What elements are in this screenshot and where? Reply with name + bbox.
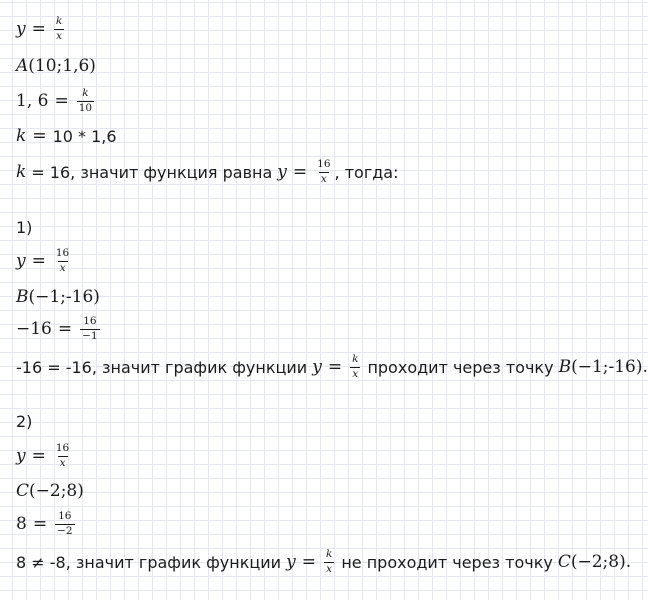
denominator: x [326, 562, 333, 575]
point-c [16, 476, 84, 506]
fraction [80, 316, 99, 342]
var-k: k [16, 126, 27, 146]
numerator: 16 [317, 157, 331, 170]
conclusion-k [16, 157, 398, 187]
point-letter: B [558, 357, 572, 377]
text: = 16, значит функция равна [31, 162, 273, 182]
formula-substitution-b [16, 314, 102, 344]
lhs: 8 [16, 514, 27, 534]
fraction [315, 159, 332, 185]
formula-y-equals-16-over-x [16, 246, 73, 276]
numerator: 16 [55, 441, 70, 454]
lhs: 1, 6 [16, 91, 49, 111]
denominator: −1 [82, 329, 98, 342]
var-y: y [16, 251, 26, 271]
text: 8 ≠ -8, значит график функции [16, 552, 282, 572]
text: -16 = -16, значит график функции [16, 357, 308, 377]
point-a [16, 51, 96, 81]
formula-substitution-c [16, 509, 77, 539]
denominator: 10 [78, 101, 93, 114]
point-coords: (−2;8) [29, 481, 84, 501]
equals-sign: = [32, 514, 48, 534]
numerator: 16 [83, 314, 97, 327]
section-label-1 [16, 212, 32, 242]
numerator: 16 [58, 509, 72, 522]
fraction [54, 16, 64, 42]
point-coords: (10;1,6) [28, 56, 96, 76]
equals-sign: = [54, 91, 69, 111]
point-coords: (−1;-16). [571, 357, 648, 377]
equals-sign: = [57, 319, 73, 339]
fraction [54, 443, 71, 469]
fraction [55, 511, 74, 537]
section-label-2 [16, 406, 32, 436]
formula-substitution-a [16, 86, 96, 116]
var-y: y [277, 162, 287, 182]
denominator: −2 [57, 524, 73, 537]
point-coords: (−2;8). [570, 552, 632, 572]
equals-sign: = [31, 251, 46, 271]
label: 1) [16, 217, 33, 237]
equals-sign: = [301, 552, 316, 572]
equals-sign: = [31, 19, 46, 39]
var-y: y [16, 19, 26, 39]
point-coords: (−1;-16) [28, 287, 100, 307]
denominator: x [352, 367, 359, 380]
label: 2) [16, 411, 33, 431]
var-y: y [16, 446, 26, 466]
denominator: x [56, 29, 62, 42]
formula-y-equals-16-over-x [16, 441, 73, 471]
numerator: 16 [55, 246, 70, 259]
fraction [350, 354, 360, 380]
conclusion-b [16, 352, 648, 382]
point-letter: B [16, 287, 29, 307]
denominator: x [59, 261, 66, 274]
numerator: k [325, 547, 333, 560]
numerator: k [55, 14, 63, 27]
point-letter: C [557, 552, 571, 572]
numerator: k [352, 352, 359, 365]
point-b [16, 282, 100, 312]
formula-y-equals-k-over-x [16, 14, 66, 44]
point-letter: A [16, 56, 29, 76]
equals-sign: = [32, 126, 47, 146]
equals-sign: = [31, 446, 46, 466]
equals-sign: = [292, 162, 308, 182]
var-y: y [312, 357, 322, 377]
conclusion-c [16, 547, 631, 577]
fraction [77, 88, 94, 114]
rhs: 10 * 1,6 [52, 126, 117, 146]
formula-k-computation [16, 121, 117, 151]
fraction [54, 248, 71, 274]
var-k: k [16, 162, 27, 182]
var-y: y [286, 552, 296, 572]
equals-sign: = [327, 357, 343, 377]
numerator: k [82, 86, 89, 99]
fraction [324, 549, 334, 575]
text: не проходит через точку [341, 552, 553, 572]
text: проходит через точку [367, 357, 554, 377]
denominator: x [320, 172, 327, 185]
text: , тогда: [334, 162, 399, 182]
denominator: x [59, 456, 66, 469]
point-letter: C [16, 481, 30, 501]
lhs: −16 [16, 319, 52, 339]
